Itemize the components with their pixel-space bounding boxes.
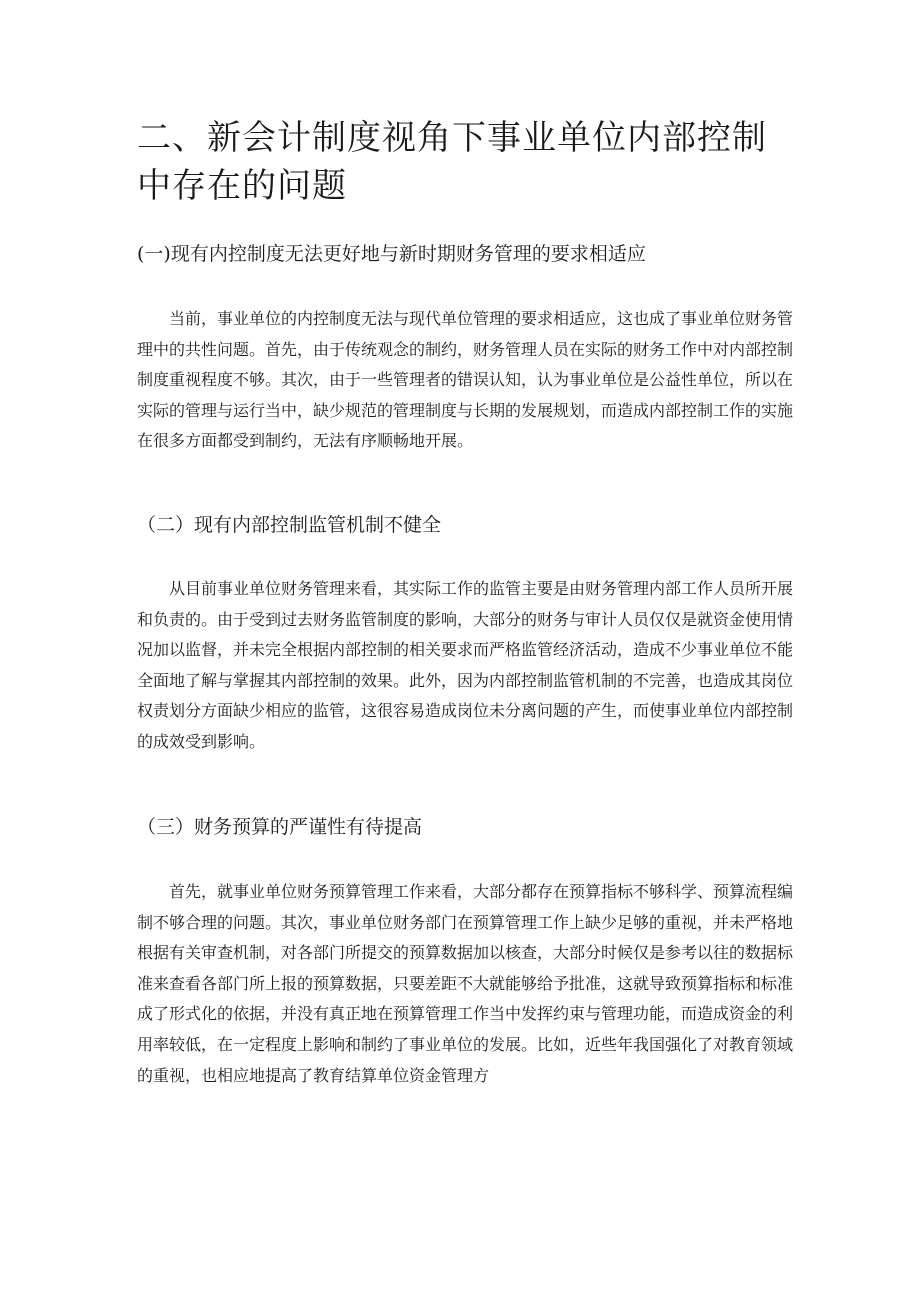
section-heading-3: （三）财务预算的严谨性有待提高 — [137, 816, 423, 838]
section-paragraph-1: 当前，事业单位的内控制度无法与现代单位管理的要求相适应，这也成了事业单位财务管理中的共性问题。首先，由于传统观念的制约，财务管理人员在实际的财务工作中对内部控制制度重视程度不够。其次，由于一些管理者的错误认知，认为事业单位是公益性单位，所以在实际的管理与运行当中，缺少规范的管理制度与长期的发展规划，而造成内部控制工作的实施在很多方面都受到制约，无法有序顺畅地开展。 — [137, 309, 794, 451]
section-paragraph-2: 从目前事业单位财务管理来看，其实际工作的监管主要是由财务管理内部工作人员所开展和负责的。由于受到过去财务监管制度的影响，大部分的财务与审计人员仅仅是就资金使用情况加以监督，并未完全根据内部控制的相关要求而严格监管经济活动，造成不少事业单位不能全面地了解与掌握其内部控制的效果。此外，因为内部控制监管机制的不完善，也造成其岗位权责划分方面缺少相应的监管，这很容易造成岗位未分离问题的产生，而使事业单位内部控制的成效受到影响。 — [137, 579, 794, 751]
document-title: 二、新会计制度视角下事业单位内部控制中存在的问题 — [137, 118, 767, 206]
section-heading-2: （二）现有内部控制监管机制不健全 — [137, 514, 442, 536]
section-paragraph-3: 首先，就事业单位财务预算管理工作来看，大部分都存在预算指标不够科学、预算流程编制不够合理的问题。其次，事业单位财务部门在预算管理工作上缺少足够的重视，并未严格地根据有关审查机制，对各部门所提交的预算数据加以核查，大部分时候仅是参考以往的数据标准来查看各部门所上报的预算数据，只要差距不大就能够给予批准，这就导致预算指标和标准成了形式化的依据，并没有真正地在预算管理工作当中发挥约束与管理功能，而造成资金的利用率较低，在一定程度上影响和制约了事业单位的发展。比如，近些年我国强化了对教育领域的重视，也相应地提高了教育结算单位资金管理方 — [137, 882, 794, 1085]
section-heading-1: (一)现有内控制度无法更好地与新时期财务管理的要求相适应 — [137, 243, 646, 265]
